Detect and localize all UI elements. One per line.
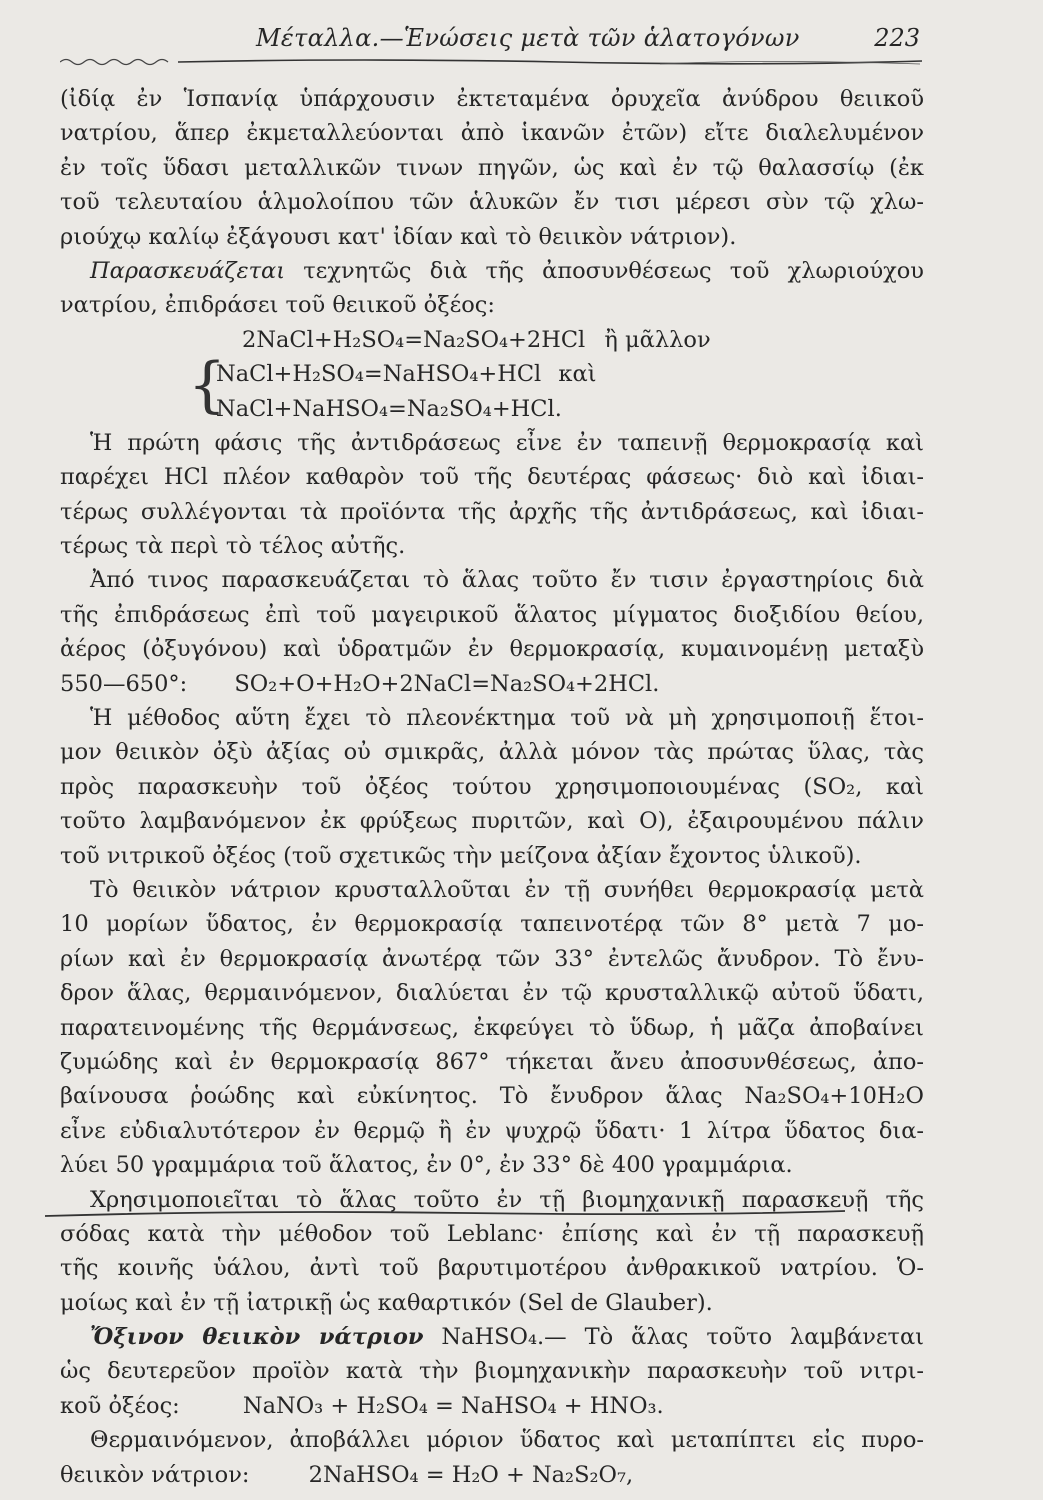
text-line: Ἀπό τινος παρασκευάζεται τὸ ἅλας τοῦτο ἔν τισιν ἐργαστηρίοις διὰ xyxy=(90,567,924,594)
text-line: νατρίου, ἅπερ ἐκμεταλλεύονται ἀπὸ ἱκανῶν ἐτῶν) εἴτε διαλελυμένον xyxy=(60,120,924,147)
text-line: εἶνε εὐδιαλυτότερον ἐν θερμῷ ἢ ἐν ψυχρῷ ὕδατι· 1 λίτρα ὕδατος δια- xyxy=(60,1117,924,1144)
page-header xyxy=(60,22,922,62)
text-line: Ἡ μέθοδος αὕτη ἔχει τὸ πλεονέκτημα τοῦ νὰ μὴ χρησιμοποιῇ ἕτοι- xyxy=(90,705,924,732)
text-line xyxy=(60,1320,924,1354)
text-line: μον θειικὸν ὀξὺ ἀξίας οὐ σμικρᾶς, ἀλλὰ μόνον τὰς πρώτας ὕλας, τὰς xyxy=(60,739,924,766)
chemical-equation: 2NaCl+H₂SO₄=Na₂SO₄+2HCl xyxy=(242,326,586,353)
paragraph-crystallization xyxy=(60,873,924,1183)
text-line: ζυμώδης καὶ ἐν θερμοκρασίᾳ 867° τήκεται ἄνευ ἀποσυνθέσεως, ἀπο- xyxy=(60,1048,924,1075)
heading-formula: NaHSO₄ xyxy=(441,1324,538,1351)
equation-suffix: καὶ xyxy=(558,361,597,388)
paragraph-pyrosulfate xyxy=(60,1423,924,1492)
text-line: τέρως συλλέγονται τὰ προϊόντα τῆς ἀρχῆς τῆς ἀντιδράσεως, καὶ ἰδιαι- xyxy=(60,498,924,525)
text-line: παρέχει HCl πλέον καθαρὸν τοῦ τῆς δευτέρας φάσεως· διὸ καὶ ἰδιαι- xyxy=(60,464,924,491)
text-line: τῆς ἐπιδράσεως ἐπὶ τοῦ μαγειρικοῦ ἅλατος μίγματος διοξιδίου θείου, xyxy=(60,601,924,628)
chemical-equation: SO₂+O+H₂O+2NaCl=Na₂SO₄+2HCl. xyxy=(234,670,660,697)
text-line: ἀέρος (ὀξυγόνου) καὶ ὑδρατμῶν ἐν θερμοκρασίᾳ, κυμαινομένῃ μεταξὺ xyxy=(60,636,924,663)
paragraph-alternative xyxy=(60,563,924,701)
page-number: 223 xyxy=(874,24,920,52)
paragraph-sources xyxy=(60,82,924,254)
paragraph-uses xyxy=(60,1183,924,1321)
paragraph-preparation xyxy=(60,254,924,323)
text-line: τοῦ νιτρικοῦ ὀξέος (τοῦ σχετικῶς τὴν μείζονα ἀξίαν ἔχοντος ὑλικοῦ). xyxy=(60,842,862,869)
chemical-equation: NaNO₃ + H₂SO₄ = NaHSO₄ + HNO₃. xyxy=(242,1392,664,1419)
text-span: θειικὸν νάτριον: xyxy=(60,1461,250,1488)
text-line: Ἡ πρώτη φάσις τῆς ἀντιδράσεως εἶνε ἐν ταπεινῇ θερμοκρασίᾳ καὶ xyxy=(90,429,924,456)
text-span: κοῦ ὀξέος: xyxy=(60,1392,180,1419)
text-line: τοῦ τελευταίου ἁλμολοίπου τῶν ἁλυκῶν ἔν τισι μέρεσι σὺν τῷ χλω- xyxy=(60,189,924,216)
italic-lead: Παρασκευάζεται xyxy=(90,257,286,284)
equation-line xyxy=(60,1389,924,1423)
text-line: λύει 50 γραμμάρια τοῦ ἅλατος, ἐν 0°, ἐν 33° δὲ 400 γραμμάρια. xyxy=(60,1152,793,1179)
text-line: μοίως καὶ ἐν τῇ ἰατρικῇ ὡς καθαρτικόν (Sel de Glauber). xyxy=(60,1289,713,1316)
text-line: 10 μορίων ὕδατος, ἐν θερμοκρασίᾳ ταπεινοτέρᾳ τῶν 8° μετὰ 7 μο- xyxy=(60,911,924,938)
chemical-equation: NaCl+NaHSO₄=Na₂SO₄+HCl. xyxy=(216,395,562,422)
temperature-range: 550—650°: xyxy=(60,670,188,697)
header-wavy-rule xyxy=(60,56,922,68)
equation-suffix: ἢ μᾶλλον xyxy=(604,326,711,353)
text-line: τῆς κοινῆς ὑάλου, ἀντὶ τοῦ βαρυτιμοτέρου ἀνθρακικοῦ νατρίου. Ὁ- xyxy=(60,1255,924,1282)
paragraph-bisulfate xyxy=(60,1320,924,1423)
text-line: δρον ἅλας, θερμαινόμενον, διαλύεται ἐν τῷ κρυσταλλικῷ αὐτοῦ ὕδατι, xyxy=(60,980,924,1007)
equation-line xyxy=(60,1458,924,1492)
section-heading: Ὄξινον θειικὸν νάτριον xyxy=(90,1324,424,1351)
text-line: Θερμαινόμενον, ἀποβάλλει μόριον ὕδατος καὶ μεταπίπτει εἰς πυρο- xyxy=(90,1427,924,1454)
text-span: .— Τὸ ἅλας τοῦτο λαμβάνεται xyxy=(537,1324,925,1351)
text-line: ριούχῳ καλίῳ ἐξάγουσι κατ' ἰδίαν καὶ τὸ θειικὸν νάτριον). xyxy=(60,223,737,250)
text-line: σόδας κατὰ τὴν μέθοδον τοῦ Leblanc· ἐπίσης καὶ ἐν τῇ παρασκευῇ xyxy=(60,1220,924,1247)
text-line: πρὸς παρασκευὴν τοῦ ὀξέος τούτου χρησιμοποιουμένας (SO₂, καὶ xyxy=(60,773,924,800)
equation-line xyxy=(60,667,924,701)
text-line: (ἰδίᾳ ἐν Ἱσπανίᾳ ὑπάρχουσιν ἐκτεταμένα ὀρυχεῖα ἀνύδρου θειικοῦ xyxy=(60,86,924,112)
chemical-equation: NaCl+H₂SO₄=NaHSO₄+HCl xyxy=(216,361,542,388)
running-title: Μέταλλα.—Ἑνώσεις μετὰ τῶν ἁλατογόνων xyxy=(256,24,800,52)
text-line: βαίνουσα ῥοώδης καὶ εὐκίνητος. Τὸ ἔνυδρον ἅλας Na₂SO₄+10H₂O xyxy=(60,1083,924,1110)
text-line: νατρίου, ἐπιδράσει τοῦ θειικοῦ ὀξέος: xyxy=(60,292,495,319)
chemical-equation: 2NaHSO₄ = H₂O + Na₂S₂O₇, xyxy=(308,1461,634,1488)
brace-glyph: { xyxy=(188,349,227,420)
text-line: Τὸ θειικὸν νάτριον κρυσταλλοῦται ἐν τῇ συνήθει θερμοκρασίᾳ μετὰ xyxy=(90,876,924,903)
body-text xyxy=(60,82,924,1492)
text-line: ρίων καὶ ἐν θερμοκρασίᾳ ἀνωτέρᾳ τῶν 33° ἐντελῶς ἄνυδρον. Τὸ ἔνυ- xyxy=(60,945,924,972)
equation-block xyxy=(60,323,924,426)
text-line: Χρησιμοποιεῖται τὸ ἅλας τοῦτο ἐν τῇ βιομηχανικῇ παρασκευῇ τῆς xyxy=(90,1186,924,1213)
text-line: τέρως τὰ περὶ τὸ τέλος αὐτῆς. xyxy=(60,533,406,560)
handwritten-underline xyxy=(45,1208,845,1220)
text-span: τεχνητῶς διὰ τῆς ἀποσυνθέσεως τοῦ χλωριούχου xyxy=(285,257,924,284)
text-line: ὡς δευτερεῦον προϊὸν κατὰ τὴν βιομηχανικὴν παρασκευὴν τοῦ νιτρι- xyxy=(60,1358,924,1385)
text-line xyxy=(60,254,924,288)
paragraph-method xyxy=(60,701,924,873)
text-line: ἐν τοῖς ὕδασι μεταλλικῶν τινων πηγῶν, ὡς καὶ ἐν τῷ θαλασσίῳ (ἐκ xyxy=(60,154,924,181)
paragraph-first-phase xyxy=(60,426,924,564)
text-line: τοῦτο λαμβανόμενον ἐκ φρύξεως πυριτῶν, καὶ O), ἐξαιρουμένου πάλιν xyxy=(60,808,924,835)
text-line: παρατεινομένης τῆς θερμάνσεως, ἐκφεύγει τὸ ὕδωρ, ἡ μᾶζα ἀποβαίνει xyxy=(60,1014,924,1041)
